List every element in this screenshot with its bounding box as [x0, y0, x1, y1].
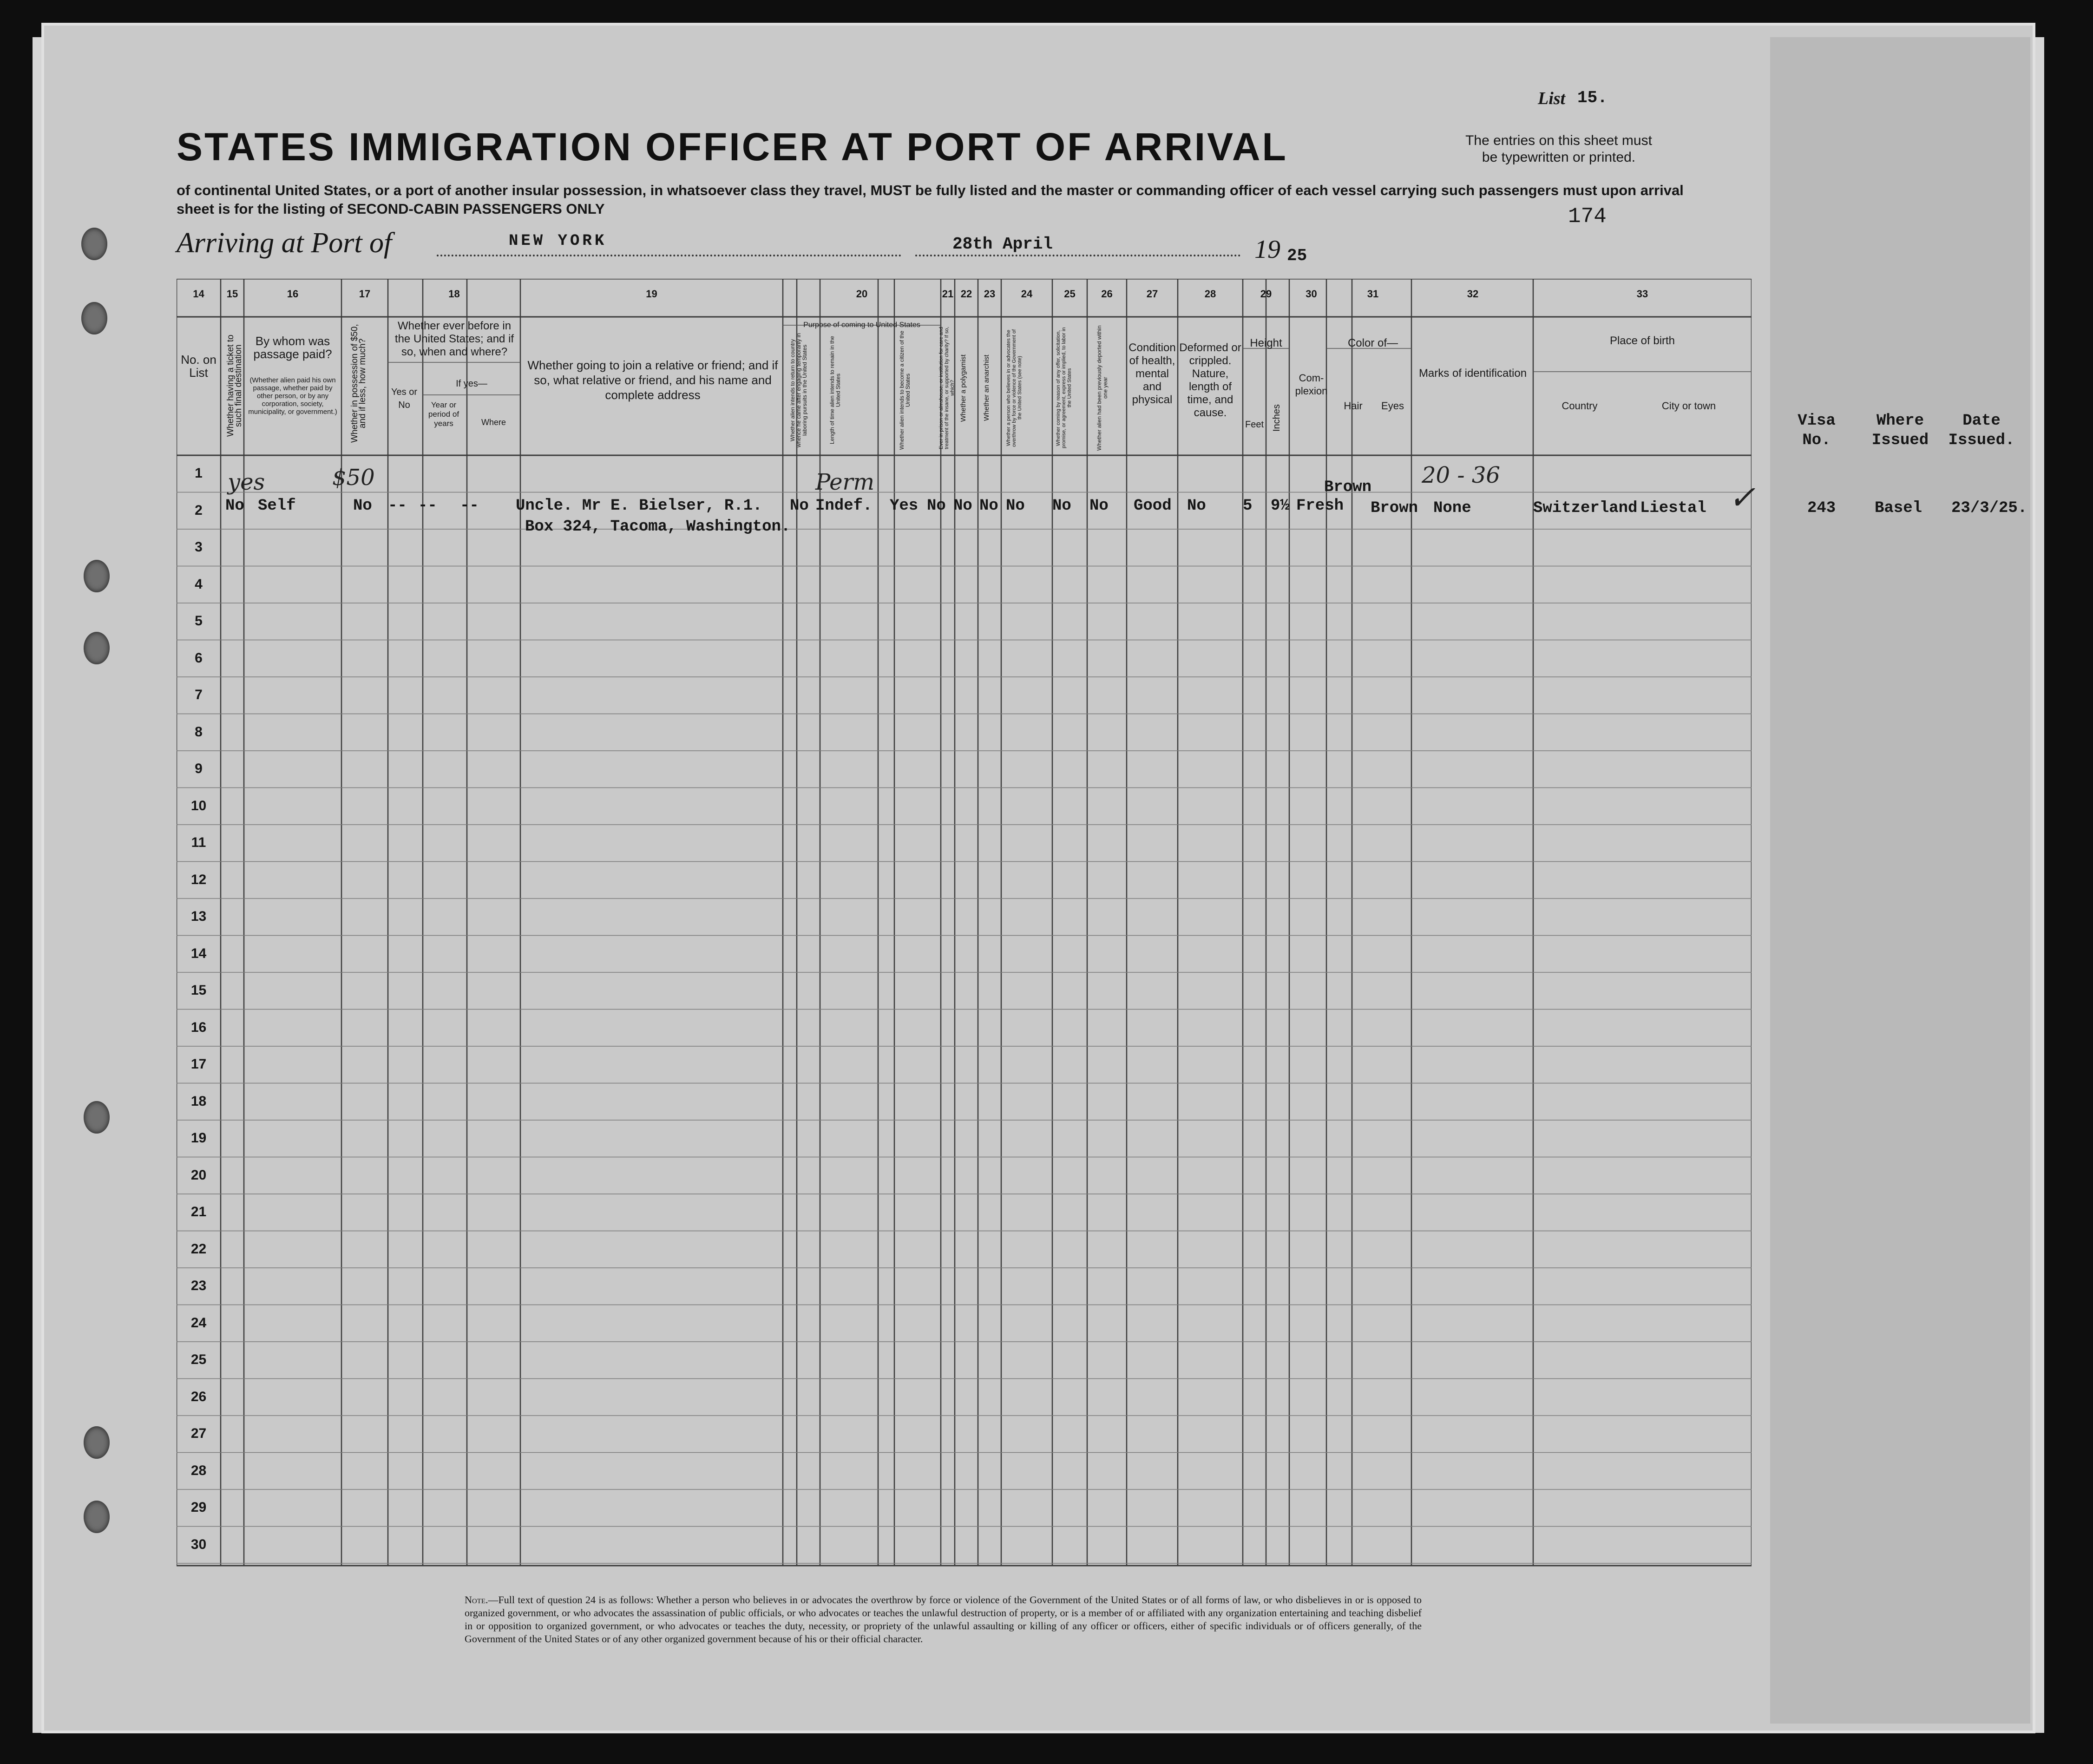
- col-number-31: 31: [1367, 288, 1379, 300]
- row-number: 11: [191, 835, 206, 850]
- entry-deported: No: [1089, 497, 1109, 515]
- row-number: 19: [190, 1130, 207, 1146]
- arrival-date: 28th April: [952, 235, 1053, 254]
- date-line: [915, 255, 1240, 256]
- punch-hole: [84, 1101, 110, 1134]
- row-number: 24: [190, 1315, 207, 1331]
- row-number: 12: [190, 872, 207, 887]
- entry-complexion: Fresh: [1296, 497, 1344, 515]
- header-deformed: Deformed or crippled. Nature, length of time, and cause.: [1179, 341, 1241, 419]
- header-inches: Inches: [1272, 404, 1282, 432]
- col-number-18: 18: [448, 288, 460, 300]
- header-prison: Ever in prison or almshouse, or institution for care and treatment of the insane, or supported by charity? If so, which?: [938, 327, 955, 449]
- col-number-16: 16: [287, 288, 299, 300]
- col-number-28: 28: [1204, 288, 1216, 300]
- entry-where-issued: Basel: [1875, 499, 1922, 517]
- header-city: City or town: [1661, 400, 1716, 412]
- port-value: NEW YORK: [509, 232, 607, 250]
- port-line: [437, 255, 901, 256]
- hand-money: $50: [332, 465, 375, 491]
- row-number: 18: [190, 1093, 207, 1109]
- header-where-issued: Where Issued: [1871, 412, 1929, 449]
- col-number-33: 33: [1636, 288, 1648, 300]
- intro-line-1: of continental United States, or a port of another insular possession, in whatsoever class they travel, MUST be fully listed and the master or commanding officer of each vessel carrying such passengers must upon arrival: [177, 182, 1684, 198]
- row-number: 26: [190, 1389, 207, 1404]
- entry-visa-no: 243: [1807, 499, 1836, 517]
- entry-labor: No: [1052, 497, 1071, 515]
- header-hair: Hair: [1344, 400, 1363, 412]
- row-number: 14: [190, 945, 207, 961]
- col-number-29: 29: [1260, 288, 1272, 300]
- col-number-14: 14: [193, 288, 204, 300]
- intro-line-2: sheet is for the listing of SECOND-CABIN PASSENGERS ONLY: [177, 201, 605, 217]
- row-number: 4: [195, 576, 203, 592]
- arriving-label: Arriving at Port of: [177, 227, 392, 259]
- year-suffix: 25: [1287, 246, 1307, 265]
- col-number-27: 27: [1146, 288, 1158, 300]
- row-number: 29: [190, 1500, 207, 1515]
- adjacent-page-edge: [1770, 37, 2030, 1724]
- page-title: STATES IMMIGRATION OFFICER AT PORT OF ARRIVAL: [177, 125, 1288, 169]
- row-number: 28: [190, 1462, 207, 1478]
- entry-country: Switzerland: [1533, 499, 1638, 517]
- row-number: 22: [190, 1241, 207, 1257]
- col-number-17: 17: [359, 288, 371, 300]
- punch-hole: [84, 632, 110, 664]
- entry-join-line-1: Uncle. Mr E. Bielser, R.1.: [516, 497, 762, 515]
- punch-hole: [81, 302, 107, 334]
- header-marks: Marks of identification: [1418, 367, 1527, 380]
- punch-hole: [81, 228, 107, 260]
- hand-length: Perm: [815, 469, 875, 495]
- row-number: 1: [195, 466, 203, 481]
- header-visa-no: Visa No.: [1798, 412, 1836, 449]
- header-deported: Whether alien had been previously deported within one year: [1096, 325, 1109, 451]
- col-number-22: 22: [960, 288, 972, 300]
- entry-hair: Brown: [1324, 479, 1372, 496]
- sheet-number: 174: [1568, 204, 1607, 229]
- col-number-26: 26: [1101, 288, 1113, 300]
- header-yes-no: Yes or No: [391, 387, 417, 410]
- header-eyes: Eyes: [1381, 400, 1404, 412]
- header-join-relative: Whether going to join a relative or friend; and if so, what relative or friend, and his name and complete address: [527, 358, 778, 402]
- header-labor: Whether coming by reason of any offer, solicitation, promise, or agreement, express or implied, to labor in the United States: [1056, 327, 1072, 449]
- entry-anarchist: No: [979, 497, 998, 515]
- hand-marks: 20 - 36: [1422, 462, 1500, 488]
- header-year: Year or period of years: [428, 400, 459, 428]
- row-number: 25: [190, 1352, 207, 1367]
- entry-ticket: No: [225, 497, 244, 515]
- entry-citizen: Yes: [890, 497, 919, 515]
- header-ever-before: Whether ever before in the United States; and if so, when and where?: [394, 320, 514, 358]
- header-overthrow: Whether a person who believes in or advocates the overthrow by force or violence of the Government of the United States (see note): [1006, 329, 1023, 447]
- header-polygamist: Whether a polygamist: [959, 354, 967, 422]
- list-label: List: [1538, 89, 1566, 108]
- entry-paid-by: Self: [258, 497, 296, 515]
- header-color-of: Color of—: [1347, 337, 1398, 349]
- col-number-23: 23: [984, 288, 996, 300]
- header-ticket: Whether having a ticket to such final destination: [226, 334, 243, 437]
- entry-before-yesno: --: [388, 497, 407, 515]
- header-return: Whether alien intends to return to country whence he came after engaging temporarily in laboring pursuits in the United States: [789, 333, 808, 448]
- entry-feet: 5: [1243, 497, 1253, 515]
- header-purpose: Purpose of coming to United States: [803, 321, 920, 329]
- header-anarchist: Whether an anarchist: [983, 354, 991, 421]
- row-number: 23: [190, 1278, 207, 1293]
- row-number: 3: [195, 539, 203, 555]
- header-length: Length of time alien intends to remain in the United States: [829, 336, 841, 445]
- row-number: 16: [190, 1019, 207, 1035]
- row-number: 7: [195, 687, 203, 702]
- entry-polygamist: No: [953, 497, 972, 515]
- header-no-on-list: No. on List: [181, 353, 217, 380]
- header-money: Whether in possession of $50, and if less, how much?: [350, 324, 367, 443]
- row-number: 8: [195, 724, 203, 740]
- row-number: 5: [195, 613, 203, 629]
- row-number: 13: [190, 909, 207, 924]
- manifest-grid: [177, 279, 1752, 1570]
- header-country: Country: [1562, 400, 1598, 412]
- row-number: 15: [190, 983, 207, 998]
- hand-ticket: yes: [228, 469, 265, 495]
- entry-before-where: --: [460, 497, 479, 515]
- footnote: [465, 1594, 1422, 1646]
- header-date-issued: Date Issued.: [1948, 412, 2015, 449]
- col-number-30: 30: [1306, 288, 1317, 300]
- footnote-label: Note.: [465, 1594, 488, 1606]
- col-number-19: 19: [646, 288, 657, 300]
- row-number: 10: [190, 798, 207, 813]
- row-number: 21: [190, 1204, 207, 1220]
- entry-join-line-2: Box 324, Tacoma, Washington.: [525, 518, 791, 536]
- punch-hole: [84, 1501, 110, 1533]
- entry-marks: None: [1433, 499, 1471, 517]
- entry-prison: No: [927, 497, 946, 515]
- header-complexion: Com-plexion: [1295, 372, 1328, 397]
- row-number: 6: [195, 650, 203, 666]
- col-number-15: 15: [226, 288, 238, 300]
- entry-date-issued: 23/3/25.: [1951, 499, 2027, 517]
- header-passage-paid-note: (Whether alien paid his own passage, whether paid by other person, or by any corporation, society, municipality, or government.): [248, 376, 337, 416]
- row-number: 20: [190, 1167, 207, 1183]
- punch-hole: [84, 1426, 110, 1459]
- header-health: Condition of health, mental and physical: [1129, 341, 1176, 406]
- col-number-32: 32: [1467, 288, 1479, 300]
- entry-return: No: [790, 497, 809, 515]
- hand-check-mark: ✓: [1728, 479, 1756, 517]
- entry-before-year: --: [418, 497, 437, 515]
- row-number: 30: [190, 1536, 207, 1552]
- row-number: 17: [190, 1056, 207, 1072]
- col-number-25: 25: [1064, 288, 1076, 300]
- row-number: 27: [190, 1426, 207, 1441]
- entry-inches: 9½: [1271, 497, 1290, 515]
- row-number: 9: [195, 761, 203, 776]
- col-number-24: 24: [1021, 288, 1033, 300]
- header-citizen: Whether alien intends to become a citizen of the United States: [899, 330, 911, 450]
- entry-length: Indef.: [815, 497, 873, 515]
- entry-city: Liestal: [1640, 499, 1706, 517]
- row-number: 2: [195, 502, 203, 518]
- col-number-21: 21: [942, 288, 954, 300]
- entry-overthrow: No: [1006, 497, 1025, 515]
- header-place-of-birth: Place of birth: [1609, 334, 1675, 347]
- entry-deformed: No: [1187, 497, 1206, 515]
- punch-hole: [84, 560, 110, 592]
- header-where: Where: [481, 418, 506, 427]
- typewritten-note: The entries on this sheet must be typewritten or printed.: [1465, 133, 1652, 165]
- header-if-yes: If yes—: [456, 379, 487, 389]
- header-feet: Feet: [1245, 420, 1264, 430]
- header-passage-paid: By whom was passage paid?: [253, 334, 332, 361]
- entry-health: Good: [1134, 497, 1172, 515]
- header-height: Height: [1250, 337, 1282, 349]
- entry-money: No: [353, 497, 372, 515]
- col-number-20: 20: [856, 288, 868, 300]
- footnote-text: —Full text of question 24 is as follows: Whether a person who believes in or advocates the overthrow by force or violence of the Government of the United States or of all forms of law, or who disbelieves in or is opposed to organized government, or who advocates the assassination of public officials, or who advocates or teaches the unlawful destruction of property, or is a member of or affiliated with any organization entertaining and teaching disbelief in or opposition to organized government, or who advocates or teaches the duty, necessity, or propriety of the unlawful assaulting or killing of any officer or officers, either of specific individuals or of officers generally, of the Government of the United States or of any other organized government because of his or their official character.: [465, 1594, 1422, 1645]
- year-prefix: 19: [1254, 235, 1280, 264]
- list-number: 15.: [1577, 88, 1607, 107]
- entry-eyes: Brown: [1371, 499, 1418, 517]
